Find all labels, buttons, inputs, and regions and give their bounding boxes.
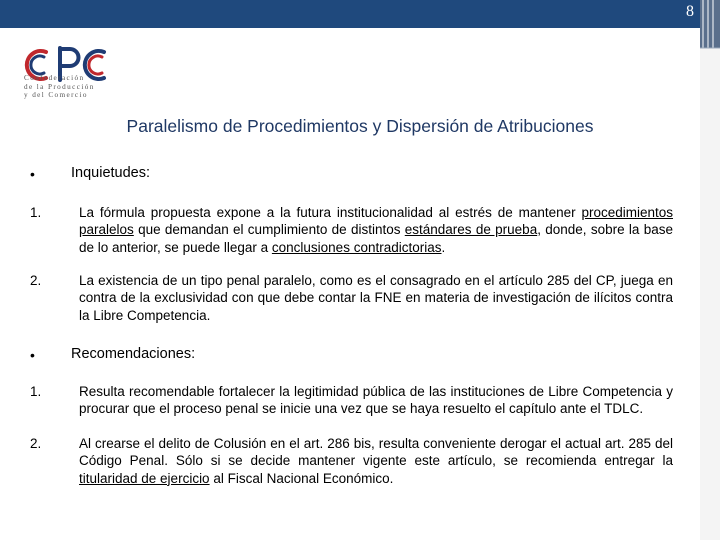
section-heading-recomendaciones: Recomendaciones: bbox=[71, 346, 196, 362]
item-number: 2. bbox=[30, 436, 42, 451]
decorative-stripes bbox=[700, 0, 720, 540]
header-bar bbox=[0, 0, 700, 28]
item-number: 2. bbox=[30, 273, 42, 288]
item-number: 1. bbox=[30, 205, 42, 220]
item-text: La existencia de un tipo penal paralelo, como es el consagrado en el artículo 285 del CP, juega en contra de la exclusividad con que debe contar la FNE en materia de investigación de ilícitos contra la Libre Competencia. bbox=[79, 273, 673, 323]
item-text: Al crearse el delito de Colusión en el art. 286 bis, resulta conveniente derogar el actual art. 285 del Código Penal. Sólo si se decide mantener vigente este artículo, se recomienda entregar la titularidad de ejercicio al Fiscal Nacional Económico. bbox=[79, 436, 673, 486]
logo-line: de la Producción bbox=[24, 82, 95, 91]
slide-title: Paralelismo de Procedimientos y Dispersión de Atribuciones bbox=[126, 116, 594, 136]
section-heading-inquietudes: Inquietudes: bbox=[71, 165, 151, 181]
item-text: Resulta recomendable fortalecer la legitimidad pública de las instituciones de Libre Competencia y procurar que el proceso penal se inicie una vez que se haya resuelto el capítulo ante el TDLC. bbox=[79, 384, 673, 417]
page-number: 8 bbox=[686, 3, 694, 20]
logo-text bbox=[24, 74, 95, 100]
section-bullet: • bbox=[30, 166, 35, 182]
item-number: 1. bbox=[30, 384, 42, 399]
logo-line: Confederación bbox=[24, 74, 85, 82]
item-text: La fórmula propuesta expone a la futura institucionalidad al estrés de mantener procedimientos paralelos que demandan el cumplimiento de distintos estándares de prueba, donde, sobre la base de lo anterior, se puede llegar a conclusiones contradictorias. bbox=[79, 205, 673, 255]
section-bullet: • bbox=[30, 347, 35, 363]
logo-line: y del Comercio bbox=[24, 91, 88, 100]
